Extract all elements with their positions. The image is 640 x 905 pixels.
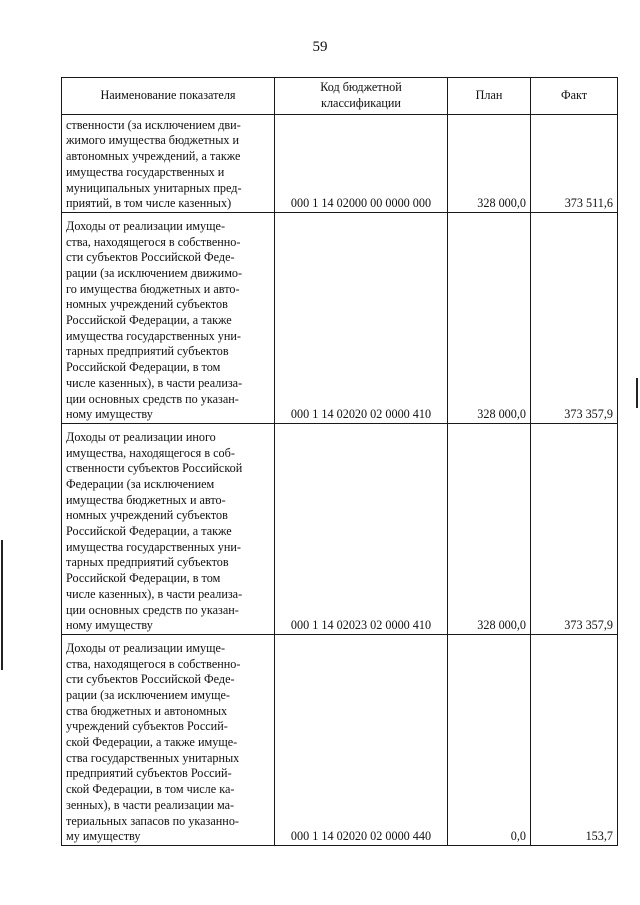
row-fact: 153,7 (531, 635, 618, 846)
table-header-row (62, 78, 618, 115)
row-code: 000 1 14 02020 02 0000 410 (275, 213, 448, 424)
table-row (62, 115, 618, 213)
binding-edge-mark (636, 378, 638, 408)
table-row (62, 635, 618, 846)
row-plan: 0,0 (448, 635, 531, 846)
row-name: Доходы от реализации имуще- ства, находящегося в собственно- сти субъектов Российской Феде- рации (за исключением движимо- го имущества бюджетных и авто- номных учреждений субъектов Российской Федерации, а также имущества государственных уни- тарных предприятий субъектов Российской Федерации, в том числе казенных), в части реализа- ции основных средств по указан- ному имуществу (62, 213, 275, 424)
row-fact: 373 357,9 (531, 424, 618, 635)
row-name: ственности (за исключением дви- жимого имущества бюджетных и автономных учреждений, а также имущества государственных и муниципальных унитарных пред- приятий, в том числе казенных) (62, 115, 275, 213)
header-fact: Факт (531, 78, 618, 115)
budget-table (61, 77, 618, 846)
row-plan: 328 000,0 (448, 115, 531, 213)
row-plan: 328 000,0 (448, 213, 531, 424)
binding-edge-mark (1, 540, 3, 670)
row-name: Доходы от реализации имуще- ства, находящегося в собственно- сти субъектов Российской Феде- рации (за исключением имуще- ства бюджетных и автономных учреждений субъектов Россий- ской Федерации, а также имуще- ства государственных унитарных предприятий субъектов Россий- ской Федерации, в том числе ка- зенных), в части реализации ма- териальных запасов по указанно- му имуществу (62, 635, 275, 846)
header-plan: План (448, 78, 531, 115)
row-code: 000 1 14 02000 00 0000 000 (275, 115, 448, 213)
header-code: Код бюджетной классификации (275, 78, 448, 115)
row-fact: 373 357,9 (531, 213, 618, 424)
table-row (62, 213, 618, 424)
header-name: Наименование показателя (62, 78, 275, 115)
table-row (62, 424, 618, 635)
row-plan: 328 000,0 (448, 424, 531, 635)
row-code: 000 1 14 02020 02 0000 440 (275, 635, 448, 846)
page-number: 59 (312, 39, 328, 55)
row-name: Доходы от реализации иного имущества, находящегося в соб- ственности субъектов Российской Федерации (за исключением имущества бюджетных и авто- номных учреждений субъектов Российской Федерации, а также имущества государственных уни- тарных предприятий субъектов Российской Федерации, в том числе казенных), в части реализа- ции основных средств по указан- ному имуществу (62, 424, 275, 635)
row-code: 000 1 14 02023 02 0000 410 (275, 424, 448, 635)
row-fact: 373 511,6 (531, 115, 618, 213)
